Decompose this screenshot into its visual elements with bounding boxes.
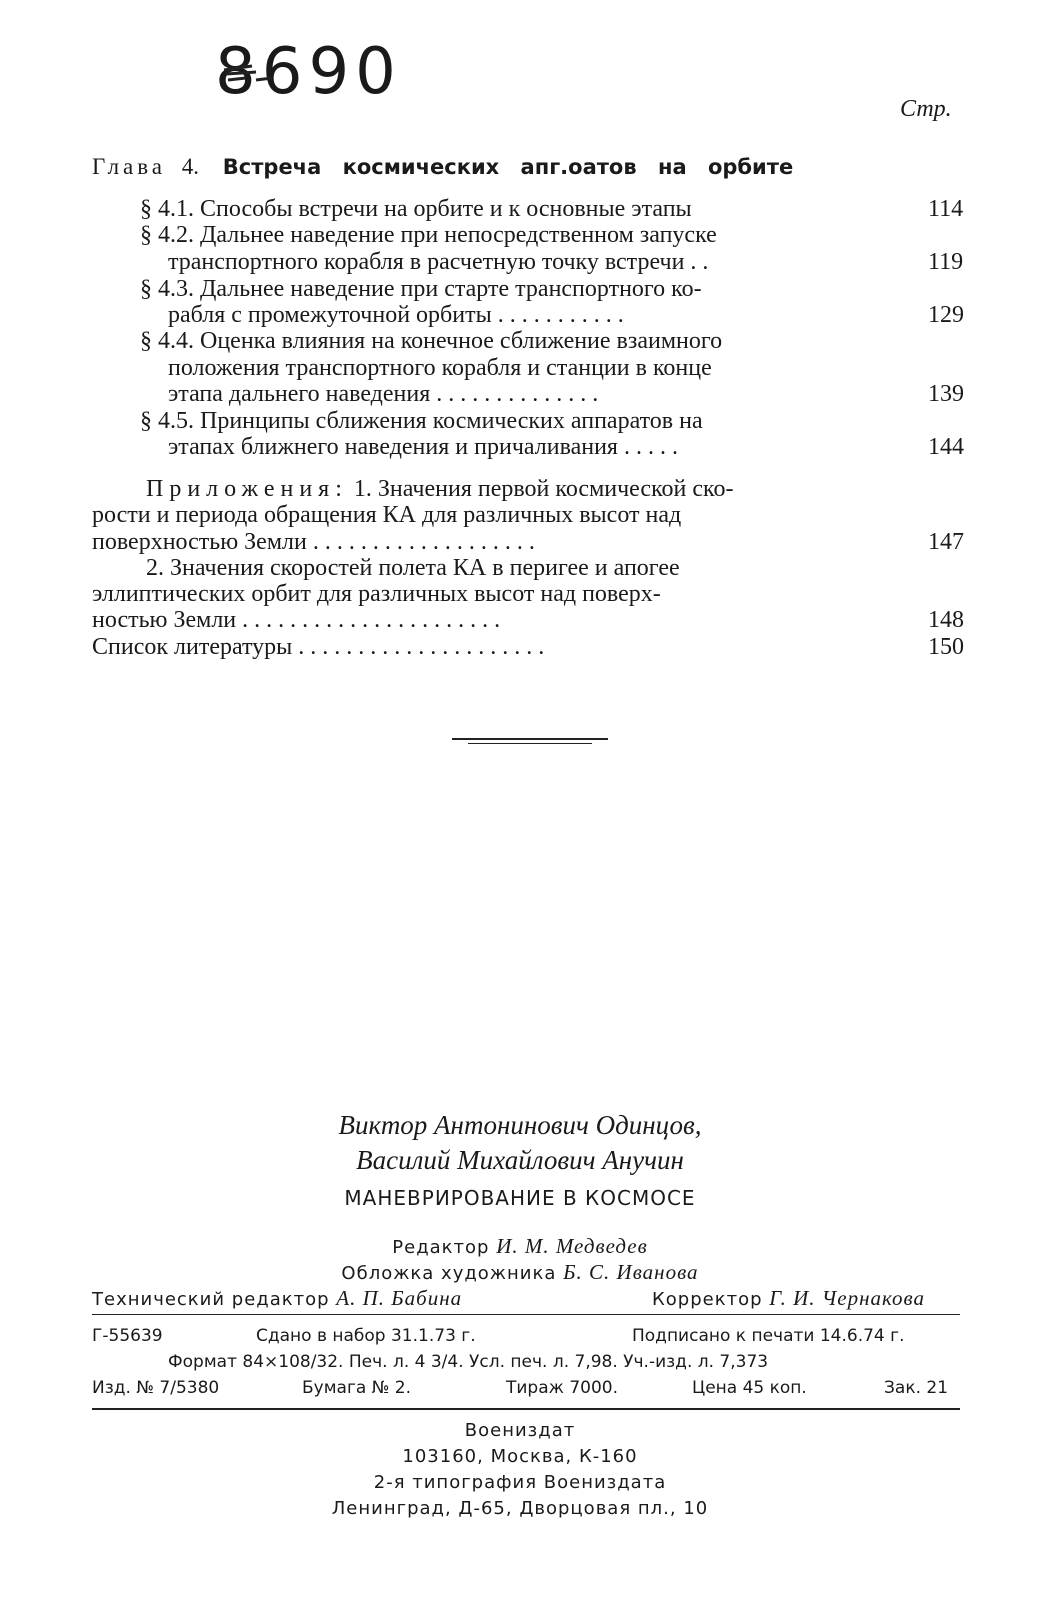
toc-page-number: 144 — [928, 434, 964, 460]
imprint-format: Формат 84×108/32. Печ. л. 4 3/4. Усл. печ. л. 7,98. Уч.-изд. л. 7,373 — [168, 1352, 769, 1372]
imprint-paper: Бумага № 2. — [302, 1378, 412, 1398]
section-divider — [452, 738, 608, 740]
imprint-code: Г-55639 — [92, 1326, 163, 1346]
toc-page-number: 148 — [928, 607, 964, 633]
imprint-price: Цена 45 коп. — [692, 1378, 807, 1398]
toc-page-number: 150 — [928, 634, 964, 660]
editor-label: Редактор — [392, 1237, 490, 1258]
toc-page-number: 139 — [928, 381, 964, 407]
appendix-line — [146, 476, 733, 502]
toc-page-number: 147 — [928, 529, 964, 555]
stamp-number: 8690 — [215, 35, 402, 109]
imprint-izd: Изд. № 7/5380 — [92, 1378, 220, 1398]
toc-line: § 4.2. Дальнее наведение при непосредственном запуске — [140, 222, 717, 248]
corrector-name: Г. И. Чернакова — [769, 1286, 925, 1310]
chapter-number: 4. — [181, 154, 200, 179]
imprint-order: Зак. 21 — [884, 1378, 949, 1398]
toc-page-number: 114 — [928, 196, 964, 222]
cover-label: Обложка художника — [341, 1263, 557, 1284]
chapter-title: Встреча космических апг.оатов на орбите — [222, 155, 794, 179]
publisher-name: Воениздат — [464, 1420, 576, 1441]
toc-line: этапа дальнего наведения . . . . . . . . . . . . . . — [168, 381, 599, 407]
toc-line: рабля с промежуточной орбиты . . . . . . . . . . . — [168, 302, 624, 328]
publisher-address: 103160, Москва, К-160 — [402, 1446, 638, 1467]
printer-address: Ленинград, Д-65, Дворцовая пл., 10 — [331, 1498, 709, 1519]
tech-editor-label: Технический редактор — [92, 1289, 330, 1310]
toc-line: § 4.4. Оценка влияния на конечное сближение взаимного — [140, 328, 723, 354]
tech-editor-credit — [92, 1286, 462, 1311]
imprint-run: Тираж 7000. — [506, 1378, 619, 1398]
tech-editor-name: А. П. Бабина — [336, 1286, 463, 1310]
imprint-sent-date: Сдано в набор 31.1.73 г. — [256, 1326, 476, 1346]
appendix-line: поверхностью Земли . . . . . . . . . . . . . . . . . . . — [92, 529, 535, 555]
cover-artist-name: Б. С. Иванова — [563, 1260, 699, 1284]
appendix-line: 2. Значения скоростей полета КА в перигее и апогее — [146, 555, 680, 581]
cover-credit — [0, 1260, 1040, 1285]
toc-page-number: 129 — [928, 302, 964, 328]
page-column-label: Стр. — [900, 96, 952, 122]
chapter-heading — [92, 154, 793, 180]
toc-line: этапах ближнего наведения и причаливания . . . . . — [168, 434, 678, 460]
imprint-signed-date: Подписано к печати 14.6.74 г. — [632, 1326, 905, 1346]
book-title: МАНЕВРИРОВАНИЕ В КОСМОСЕ — [344, 1186, 696, 1210]
appendix-line: рости и периода обращения КА для различных высот над — [92, 502, 682, 528]
toc-line: § 4.3. Дальнее наведение при старте транспортного ко- — [140, 276, 702, 302]
section-divider — [468, 743, 592, 744]
toc-line: § 4.1. Способы встречи на орбите и к основные этапы — [140, 196, 692, 222]
imprint-rule-bottom — [92, 1408, 960, 1410]
corrector-credit — [652, 1286, 925, 1311]
references-line: Список литературы . . . . . . . . . . . . . . . . . . . . . — [92, 634, 545, 660]
toc-page-number: 119 — [928, 249, 964, 275]
appendix-line: эллиптических орбит для различных высот над поверх- — [92, 581, 661, 607]
editor-name: И. М. Медведев — [496, 1234, 648, 1258]
toc-line: § 4.5. Принципы сближения космических аппаратов на — [140, 408, 703, 434]
author-name: Виктор Антонинович Одинцов, — [338, 1110, 702, 1140]
corrector-label: Корректор — [652, 1289, 763, 1310]
imprint-rule-top — [92, 1314, 960, 1315]
printer-name: 2-я типография Воениздата — [373, 1472, 667, 1493]
appendix-line: ностью Земли . . . . . . . . . . . . . . . . . . . . . . — [92, 607, 501, 633]
toc-line: транспортного корабля в расчетную точку встречи . . — [168, 249, 709, 275]
toc-line: положения транспортного корабля и станции в конце — [168, 355, 712, 381]
appendix-text: 1. Значения первой космической ско- — [353, 476, 734, 502]
chapter-label: Глава — [92, 154, 167, 179]
editor-credit — [0, 1234, 1040, 1259]
stamp-scribble-mark — [222, 64, 282, 86]
appendices-label: Приложения: — [146, 476, 348, 502]
author-name: Василий Михайлович Анучин — [356, 1145, 684, 1175]
